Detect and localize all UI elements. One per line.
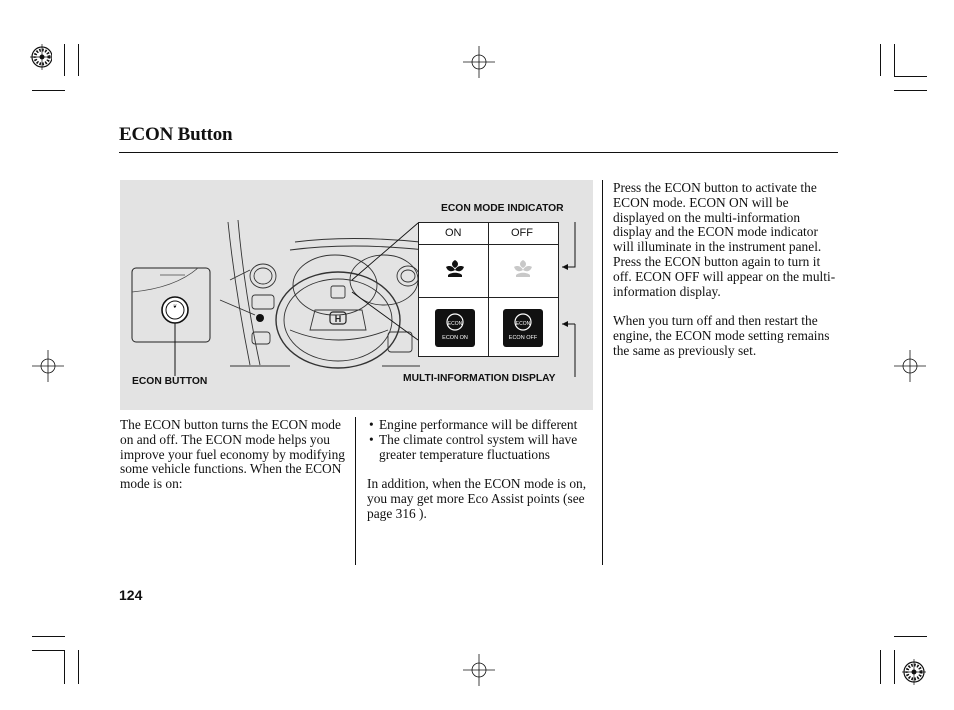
indicator-off-label: OFF [511,227,533,239]
page-number: 124 [119,587,143,603]
svg-text:ECON: ECON [515,321,531,327]
display-econ-on-box [435,309,475,347]
eco-assist-text: In addition, when the ECON mode is on, you may get more Eco Assist points [367,476,587,506]
instructions-column [613,181,837,359]
restart-paragraph: When you turn off and then restart the engine, the ECON mode setting remains the same as previously set. [613,313,830,358]
registration-target-icon [900,655,930,689]
crosshair-icon [463,46,495,78]
econ-button-label: ECON BUTTON [132,376,208,387]
econ-indicator-off-icon [511,257,535,281]
svg-text:❦: ❦ [172,304,178,310]
page-title: ECON Button [119,124,233,145]
crosshair-icon [463,654,495,686]
list-item: • The climate control system will have greater temperature fluctuations [367,433,597,463]
activate-paragraph: Press the ECON button to activate the ECON mode. ECON ON will be displayed on the multi-information display and the ECON mode indicator will illuminate in the instrument panel. Press the ECON button again to turn it off. ECON OFF will appear on the multi-information display. [613,180,836,299]
econ-button-symbol-icon [503,309,543,335]
econ-display-panel [418,222,559,357]
indicator-on-label: ON [445,227,462,239]
display-econ-off-box [503,309,543,347]
column-divider [602,180,603,565]
econ-button-symbol-icon [435,309,475,335]
list-item: • Engine performance will be different [367,418,597,433]
crosshair-icon [894,350,926,382]
econ-mode-indicator-label: ECON MODE INDICATOR [441,203,564,214]
eco-assist-paragraph [367,477,597,521]
svg-text:H: H [334,314,342,324]
title-rule [119,152,838,153]
intro-paragraph: The ECON button turns the ECON mode on and off. The ECON mode helps you improve your fuel economy by modifying some vehicle functions. When the ECON mode is on: [120,417,345,492]
display-econ-on-text: ECON ON [442,335,468,341]
display-econ-off-text: ECON OFF [508,335,538,341]
econ-indicator-on-icon [443,257,467,281]
crosshair-icon [32,350,64,382]
page-reference-link[interactable]: (see page 316 ). [367,490,585,521]
multi-information-display-label: MULTI-INFORMATION DISPLAY [403,373,556,384]
effects-list [367,418,597,522]
registration-target-icon [28,40,52,74]
econ-figure [120,180,593,410]
svg-text:ECON: ECON [447,321,463,327]
column-divider [355,417,356,565]
